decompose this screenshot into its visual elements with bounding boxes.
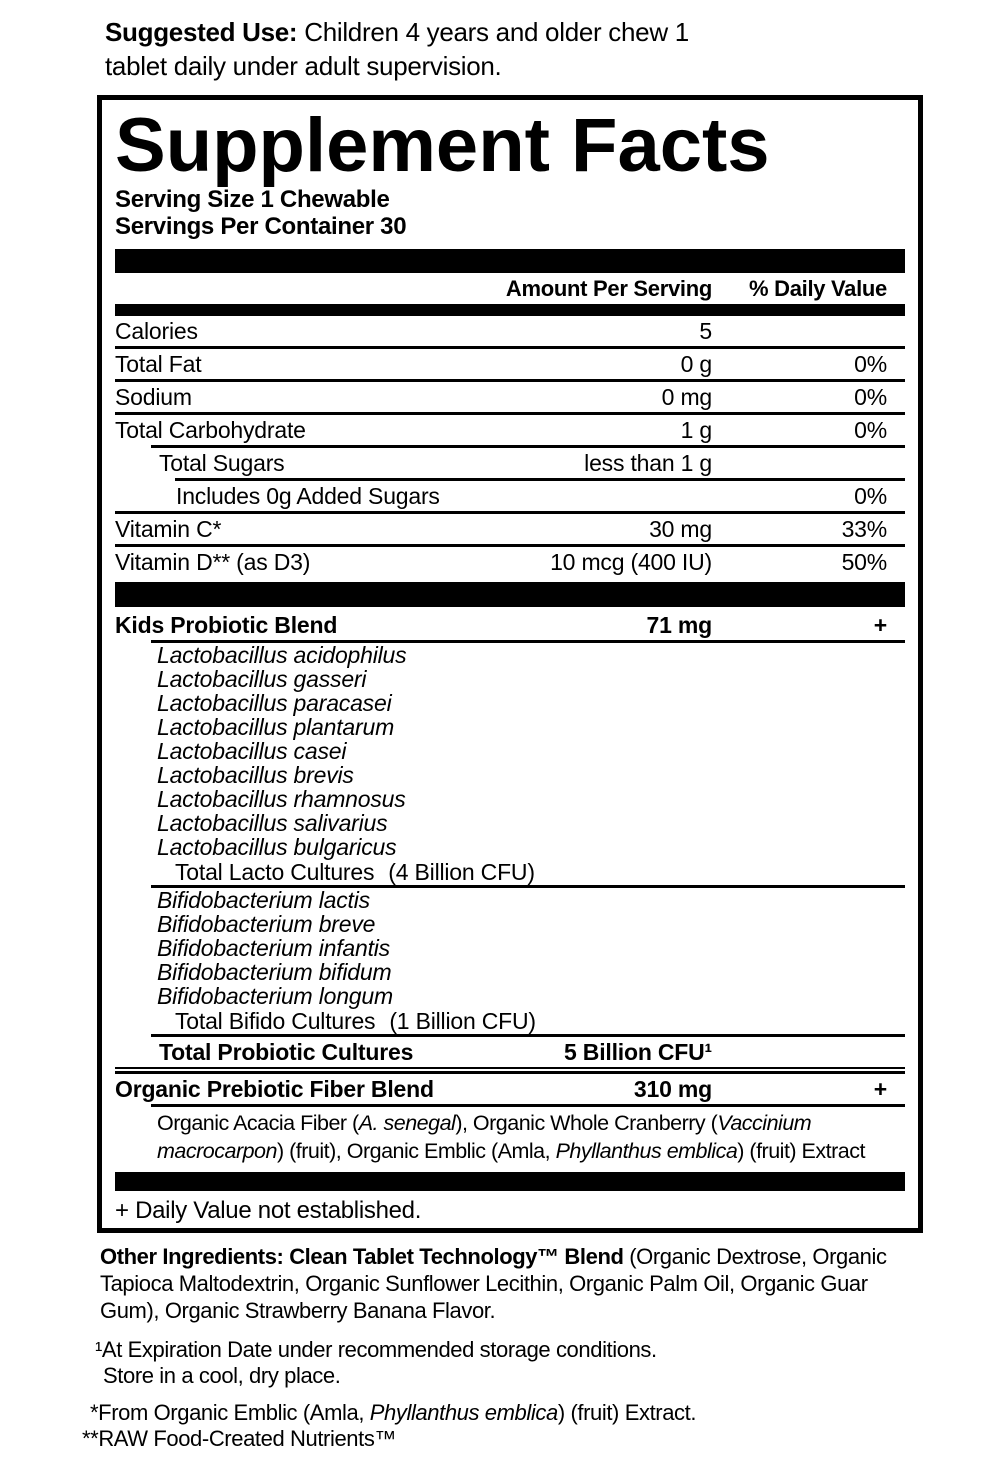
species-lacto-bulgaricus: Lactobacillus bulgaricus — [157, 834, 397, 860]
row-added-sugars-dv: 0% — [854, 482, 887, 509]
row-added-sugars-name: Includes 0g Added Sugars — [176, 482, 440, 509]
fiber-blend-description-line2 — [157, 1138, 905, 1164]
fiber-desc-species: Phyllanthus emblica — [555, 1139, 738, 1163]
suggested-use-label: Suggested Use: — [105, 17, 298, 47]
total-lacto-cultures-label: Total Lacto Cultures — [175, 859, 375, 885]
total-bifido-cultures — [175, 1008, 905, 1034]
row-kids-probiotic-blend-dv: + — [873, 611, 887, 638]
row-calories-amount: 5 — [699, 317, 712, 344]
row-vitamin-d-name: Vitamin D** (as D3) — [115, 548, 311, 575]
row-total-fat — [115, 349, 905, 379]
row-total-probiotic-cultures — [115, 1037, 905, 1067]
row-calories-name: Calories — [115, 317, 198, 344]
other-ingredients — [100, 1243, 912, 1324]
other-ingredients-label: Other Ingredients: Clean Tablet Technology™ Blend — [100, 1244, 624, 1269]
fiber-desc-text: ), Organic Whole Cranberry ( — [455, 1111, 718, 1135]
row-vitamin-c-dv: 33% — [841, 515, 887, 542]
row-vitamin-d — [115, 547, 905, 577]
species-lacto-casei: Lactobacillus casei — [157, 738, 347, 764]
divider-bar-blend — [115, 582, 905, 607]
column-header-dv: % Daily Value — [749, 275, 887, 301]
row-vitamin-c — [115, 514, 905, 544]
total-lacto-cultures — [175, 859, 905, 885]
species-lacto-paracasei: Lactobacillus paracasei — [157, 690, 392, 716]
row-total-carbohydrate — [115, 415, 905, 445]
row-total-sugars-amount: less than 1 g — [584, 449, 712, 476]
row-added-sugars — [115, 481, 905, 511]
bottom-section — [82, 1243, 922, 1452]
row-kids-probiotic-blend — [115, 610, 905, 640]
row-vitamin-d-amount: 10 mcg (400 IU) — [550, 548, 712, 575]
raw-nutrients-footnote: **RAW Food-Created Nutrients™ — [82, 1426, 397, 1451]
total-bifido-cultures-label: Total Bifido Cultures — [175, 1008, 376, 1034]
row-prebiotic-fiber-blend-amount: 310 mg — [633, 1075, 712, 1102]
supplement-facts-panel — [97, 95, 923, 1233]
serving-size: Serving Size 1 Chewable — [115, 186, 390, 213]
daily-value-footnote: + Daily Value not established. — [115, 1197, 422, 1224]
row-vitamin-c-name: Vitamin C* — [115, 515, 222, 542]
expiration-footnote: ¹At Expiration Date under recommended storage conditions. — [95, 1337, 657, 1362]
row-total-carbohydrate-amount: 1 g — [680, 416, 712, 443]
row-sodium-name: Sodium — [115, 383, 192, 410]
fiber-desc-species: Vaccinium — [717, 1111, 812, 1135]
divider-bar-top — [115, 249, 905, 273]
fiber-desc-species: macrocarpon — [157, 1139, 277, 1163]
row-total-fat-name: Total Fat — [115, 350, 202, 377]
fiber-desc-text: ) (fruit), Organic Emblic (Amla, — [276, 1139, 556, 1163]
column-header-row — [115, 273, 905, 304]
row-kids-probiotic-blend-name: Kids Probiotic Blend — [115, 611, 338, 638]
rule-double — [115, 1067, 905, 1074]
row-sodium — [115, 382, 905, 412]
species-lacto-plantarum: Lactobacillus plantarum — [157, 714, 395, 740]
emblic-footnote-species: Phyllanthus emblica — [369, 1400, 558, 1425]
emblic-footnote — [90, 1400, 922, 1426]
species-bifido-lactis: Bifidobacterium lactis — [157, 887, 370, 913]
storage-footnote: Store in a cool, dry place. — [103, 1363, 341, 1388]
total-lacto-cultures-cfu: (4 Billion CFU) — [388, 859, 535, 885]
row-total-fat-dv: 0% — [854, 350, 887, 377]
species-bifido-bifidum: Bifidobacterium bifidum — [157, 959, 392, 985]
suggested-use-text: Children 4 years and older chew 1 tablet daily under adult supervision. — [105, 17, 689, 81]
fiber-desc-text: Organic Acacia Fiber ( — [157, 1111, 359, 1135]
row-prebiotic-fiber-blend — [115, 1074, 905, 1104]
emblic-footnote-text: ) (fruit) Extract. — [557, 1400, 697, 1425]
species-lacto-salivarius: Lactobacillus salivarius — [157, 810, 388, 836]
species-bifido-longum: Bifidobacterium longum — [157, 983, 393, 1009]
row-vitamin-d-dv: 50% — [841, 548, 887, 575]
species-lacto-rhamnosus: Lactobacillus rhamnosus — [157, 786, 406, 812]
species-bifido-breve: Bifidobacterium breve — [157, 911, 376, 937]
other-ingredients-text: (Organic Dextrose, Organic Tapioca Maltodextrin, Organic Sunflower Lecithin, Organic Palm Oil, Organic Guar Gum), Organic Strawberry Banana Flavor. — [100, 1244, 887, 1323]
row-total-sugars — [115, 448, 905, 478]
row-sodium-amount: 0 mg — [661, 383, 712, 410]
row-total-probiotic-cultures-name: Total Probiotic Cultures — [159, 1038, 414, 1065]
species-bifido-infantis: Bifidobacterium infantis — [157, 935, 390, 961]
emblic-footnote-text: *From Organic Emblic (Amla, — [90, 1400, 370, 1425]
row-sodium-dv: 0% — [854, 383, 887, 410]
row-total-carbohydrate-dv: 0% — [854, 416, 887, 443]
row-total-fat-amount: 0 g — [680, 350, 712, 377]
species-lacto-acidophilus: Lactobacillus acidophilus — [157, 642, 407, 668]
divider-bar-header — [115, 304, 905, 316]
column-header-amount: Amount Per Serving — [505, 275, 712, 301]
species-lacto-gasseri: Lactobacillus gasseri — [157, 666, 367, 692]
row-total-probiotic-cultures-amount: 5 Billion CFU¹ — [564, 1038, 712, 1065]
row-vitamin-c-amount: 30 mg — [649, 515, 712, 542]
row-total-carbohydrate-name: Total Carbohydrate — [115, 416, 306, 443]
species-lacto-brevis: Lactobacillus brevis — [157, 762, 354, 788]
row-kids-probiotic-blend-amount: 71 mg — [646, 611, 712, 638]
fiber-blend-description-line1 — [157, 1110, 905, 1136]
suggested-use — [105, 16, 745, 84]
rule-indented — [151, 1104, 905, 1107]
total-bifido-cultures-cfu: (1 Billion CFU) — [389, 1008, 536, 1034]
row-prebiotic-fiber-blend-dv: + — [873, 1075, 887, 1102]
fiber-desc-species: A. senegal — [358, 1111, 456, 1135]
row-calories — [115, 316, 905, 346]
divider-bar-bottom — [115, 1172, 905, 1191]
servings-per-container: Servings Per Container 30 — [115, 213, 407, 240]
panel-title: Supplement Facts — [115, 103, 770, 188]
row-prebiotic-fiber-blend-name: Organic Prebiotic Fiber Blend — [115, 1075, 434, 1102]
fiber-desc-text: ) (fruit) Extract — [737, 1139, 865, 1163]
row-total-sugars-name: Total Sugars — [159, 449, 285, 476]
